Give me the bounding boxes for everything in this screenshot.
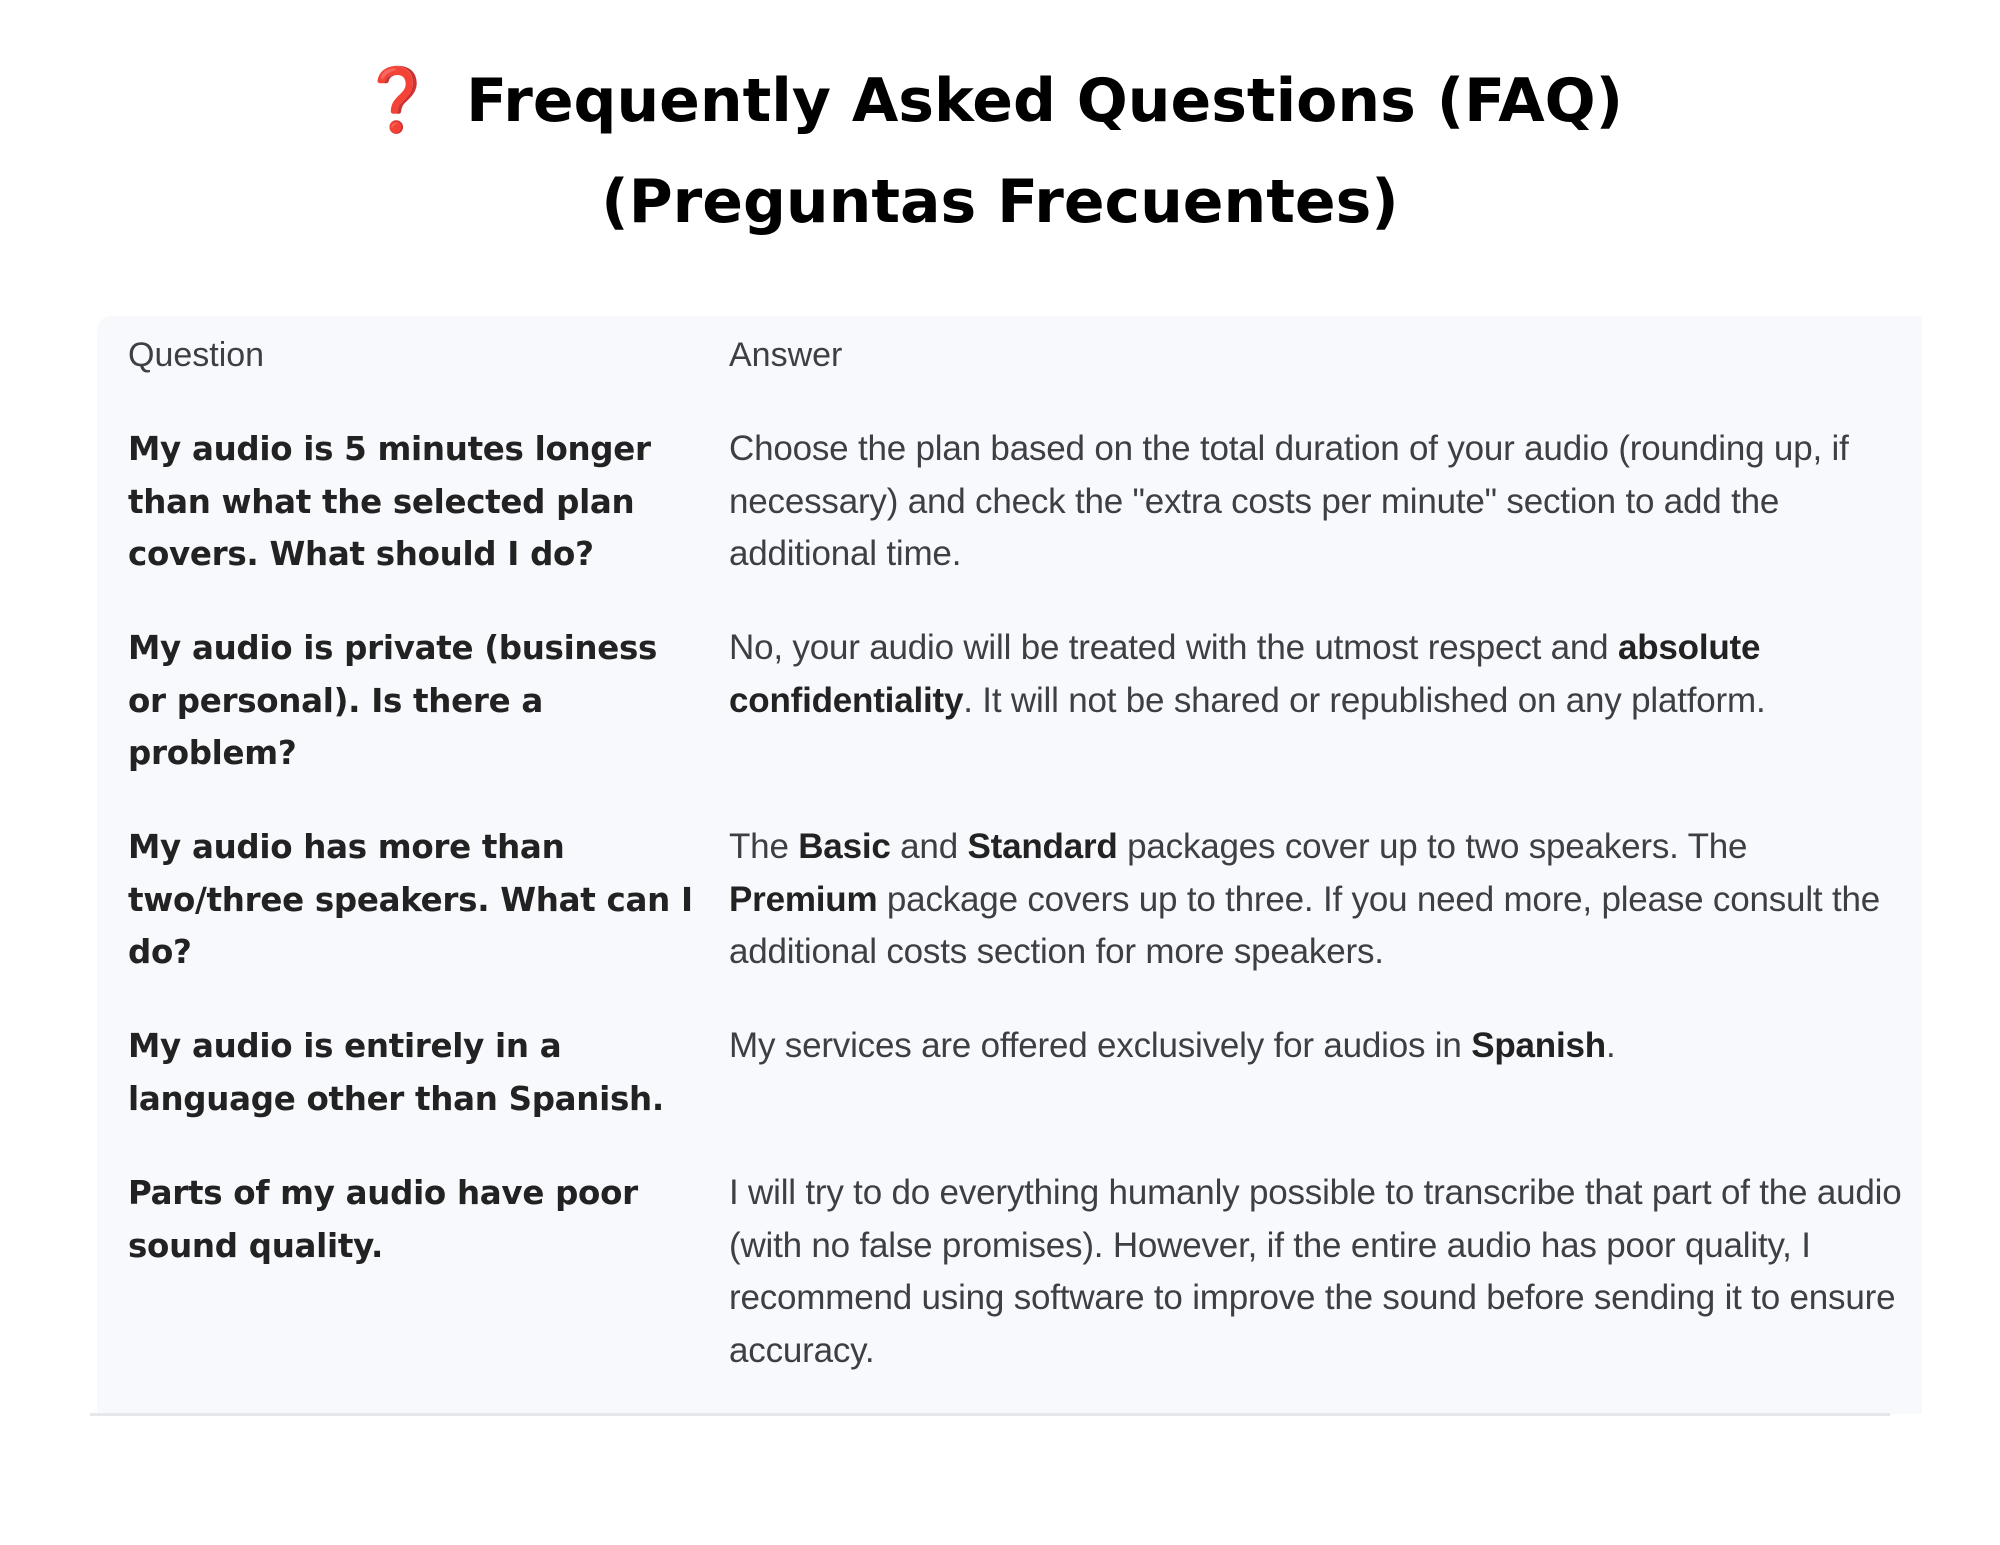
answer-text: My services are offered exclusively for audios in	[729, 1026, 1472, 1065]
answer-emphasis: Basic	[798, 827, 891, 866]
answer-text: packages cover up to two speakers. The	[1117, 827, 1748, 866]
answer-text: .	[1605, 1026, 1616, 1065]
title-line-1	[0, 63, 1991, 136]
answer-emphasis: Premium	[729, 879, 878, 919]
answer-cell	[729, 1020, 1904, 1073]
answer-text: I will try to do everything humanly possible to transcribe that part of the audio (with no false promises). However, if the entire audio has poor quality, I recommend using software to improve the sound before sending it to ensure accuracy.	[729, 1173, 1902, 1370]
answer-text: package covers up to three. If you need more, please consult the additional costs section for more speakers.	[729, 879, 1881, 971]
answer-cell	[729, 622, 1904, 727]
answer-emphasis: absolute confidentiality	[729, 628, 1761, 720]
title-text-1: Frequently Asked Questions (FAQ)	[466, 66, 1624, 136]
title-line-2: (Preguntas Frecuentes)	[601, 167, 1399, 237]
answer-text: and	[890, 827, 968, 866]
answer-text: Choose the plan based on the total duration of your audio (rounding up, if necessary) and check the "extra costs per minute" section to add the additional time.	[729, 429, 1849, 573]
answer-cell	[729, 423, 1904, 581]
column-header-answer: Answer	[729, 336, 843, 374]
question-cell: My audio is private (business or personal). Is there a problem?	[128, 629, 658, 772]
question-mark-icon: ❓	[358, 63, 437, 136]
question-cell: My audio is entirely in a language other than Spanish.	[128, 1027, 664, 1118]
question-cell: My audio has more than two/three speakers. What can I do?	[128, 828, 693, 971]
answer-text: The	[729, 827, 799, 866]
answer-text: . It will not be shared or republished on any platform.	[963, 680, 1766, 720]
question-cell: Parts of my audio have poor sound quality.	[128, 1174, 638, 1265]
answer-text: No, your audio will be treated with the utmost respect and	[729, 628, 1618, 667]
table-divider	[90, 1413, 1890, 1416]
question-cell: My audio is 5 minutes longer than what the selected plan covers. What should I do?	[128, 430, 651, 573]
answer-emphasis: Standard	[967, 827, 1118, 866]
answer-cell	[729, 1167, 1904, 1377]
answer-cell	[729, 821, 1904, 979]
answer-emphasis: Spanish	[1471, 1026, 1606, 1065]
column-header-question: Question	[128, 336, 265, 374]
